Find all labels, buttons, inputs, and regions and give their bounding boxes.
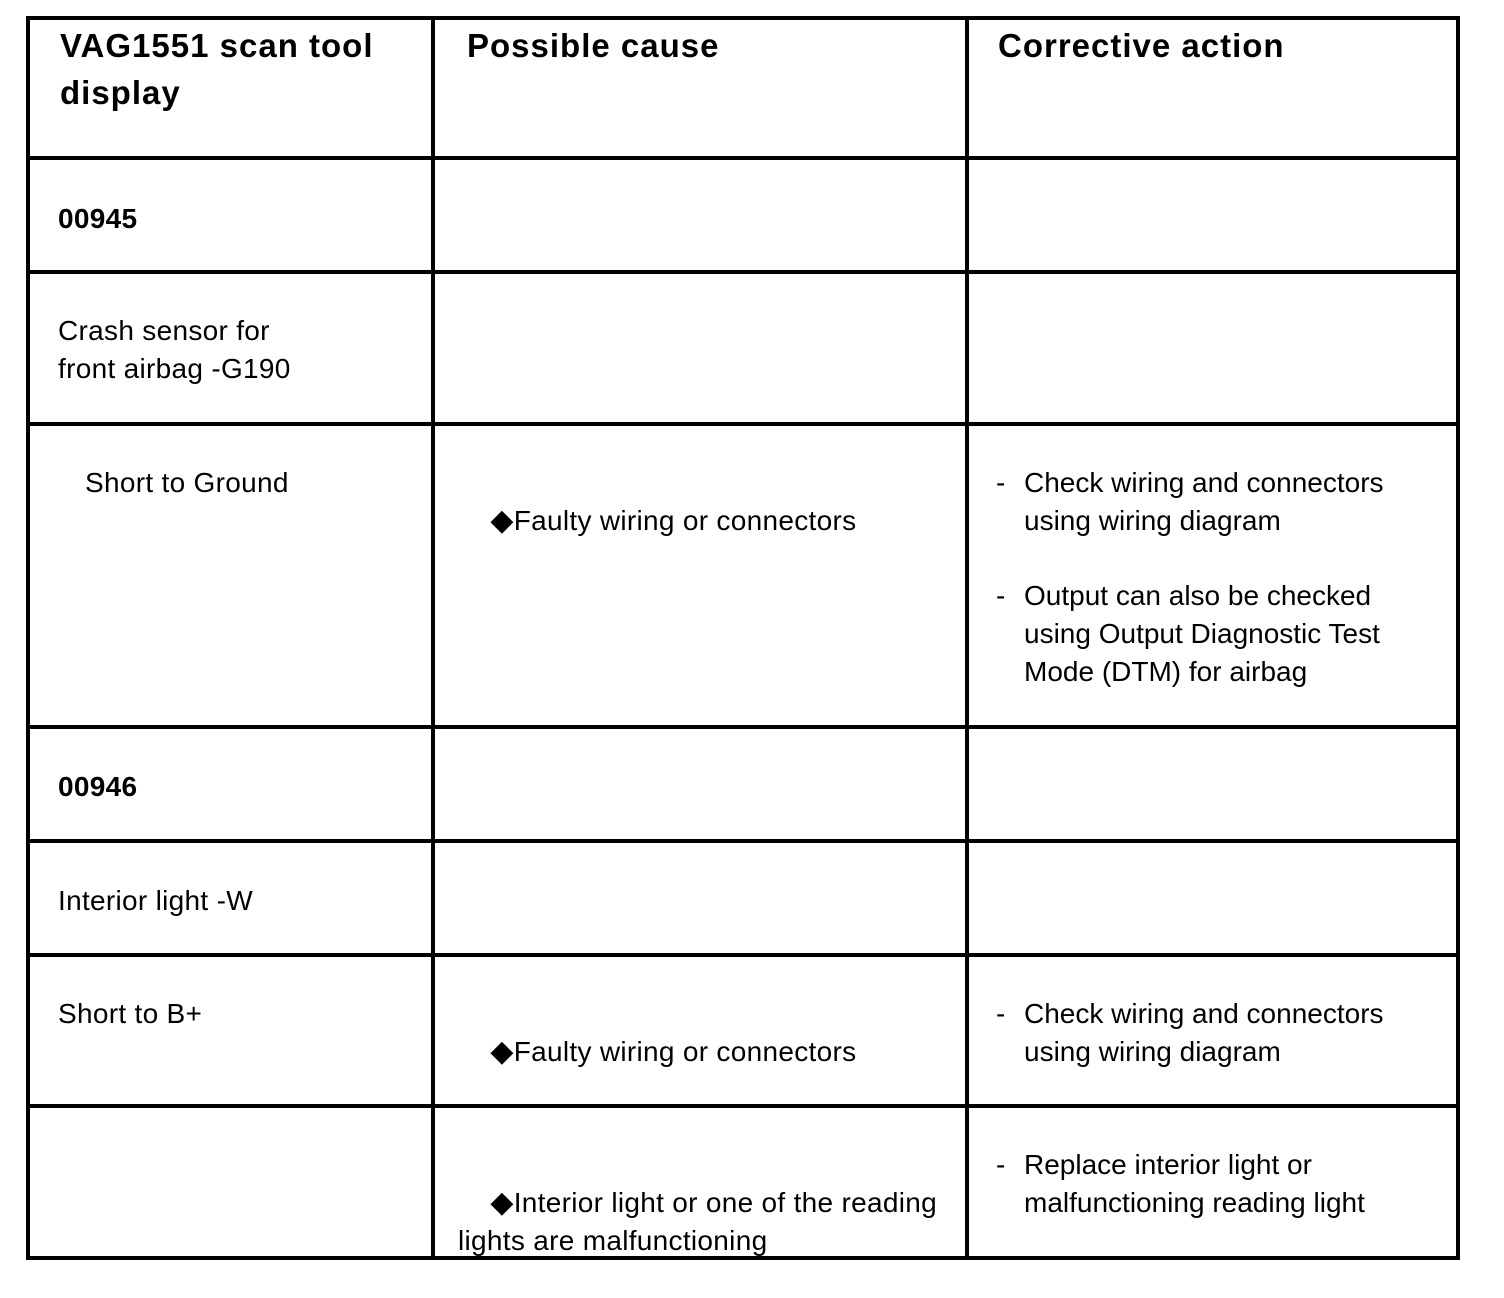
action-text: Check wiring and connectors using wiring diagram (1024, 467, 1384, 536)
cause-text: Faulty wiring or connectors (513, 1036, 857, 1067)
row-divider (30, 270, 1456, 274)
cause-text: Interior light or one of the reading lights are malfunctioning (458, 1187, 937, 1256)
action-text: Replace interior light or malfunctioning reading light (1024, 1149, 1365, 1218)
component-name: Interior light -W (58, 885, 253, 916)
diamond-bullet-icon: ◆ (490, 504, 514, 537)
row-divider (30, 953, 1456, 957)
cause-text: Faulty wiring or connectors (513, 505, 857, 536)
row-divider (30, 156, 1456, 160)
diamond-bullet-icon: ◆ (490, 1035, 514, 1068)
row-divider (30, 725, 1456, 729)
header-corrective-action: Corrective action (998, 27, 1285, 64)
column-divider (431, 20, 435, 1256)
fault-table (26, 16, 1460, 1260)
dash-marker: - (996, 998, 1006, 1029)
header-possible-cause: Possible cause (467, 27, 720, 64)
fault-type: Short to B+ (58, 998, 203, 1029)
fault-type: Short to Ground (85, 467, 289, 498)
dash-marker: - (996, 580, 1006, 611)
fault-code: 00945 (58, 203, 138, 234)
component-name: Crash sensor for front airbag -G190 (58, 315, 291, 384)
header-display: VAG1551 scan tool display (60, 27, 374, 111)
fault-code: 00946 (58, 771, 138, 802)
cause-item (458, 1146, 937, 1298)
cause-item (458, 995, 856, 1109)
dash-marker: - (996, 467, 1006, 498)
cause-item (458, 464, 856, 578)
diamond-bullet-icon: ◆ (490, 1186, 514, 1219)
column-divider (965, 20, 969, 1256)
action-text: Output can also be checked using Output Diagnostic Test Mode (DTM) for airbag (1024, 580, 1380, 687)
row-divider (30, 839, 1456, 843)
action-text: Check wiring and connectors using wiring diagram (1024, 998, 1384, 1067)
dash-marker: - (996, 1149, 1006, 1180)
row-divider (30, 422, 1456, 426)
